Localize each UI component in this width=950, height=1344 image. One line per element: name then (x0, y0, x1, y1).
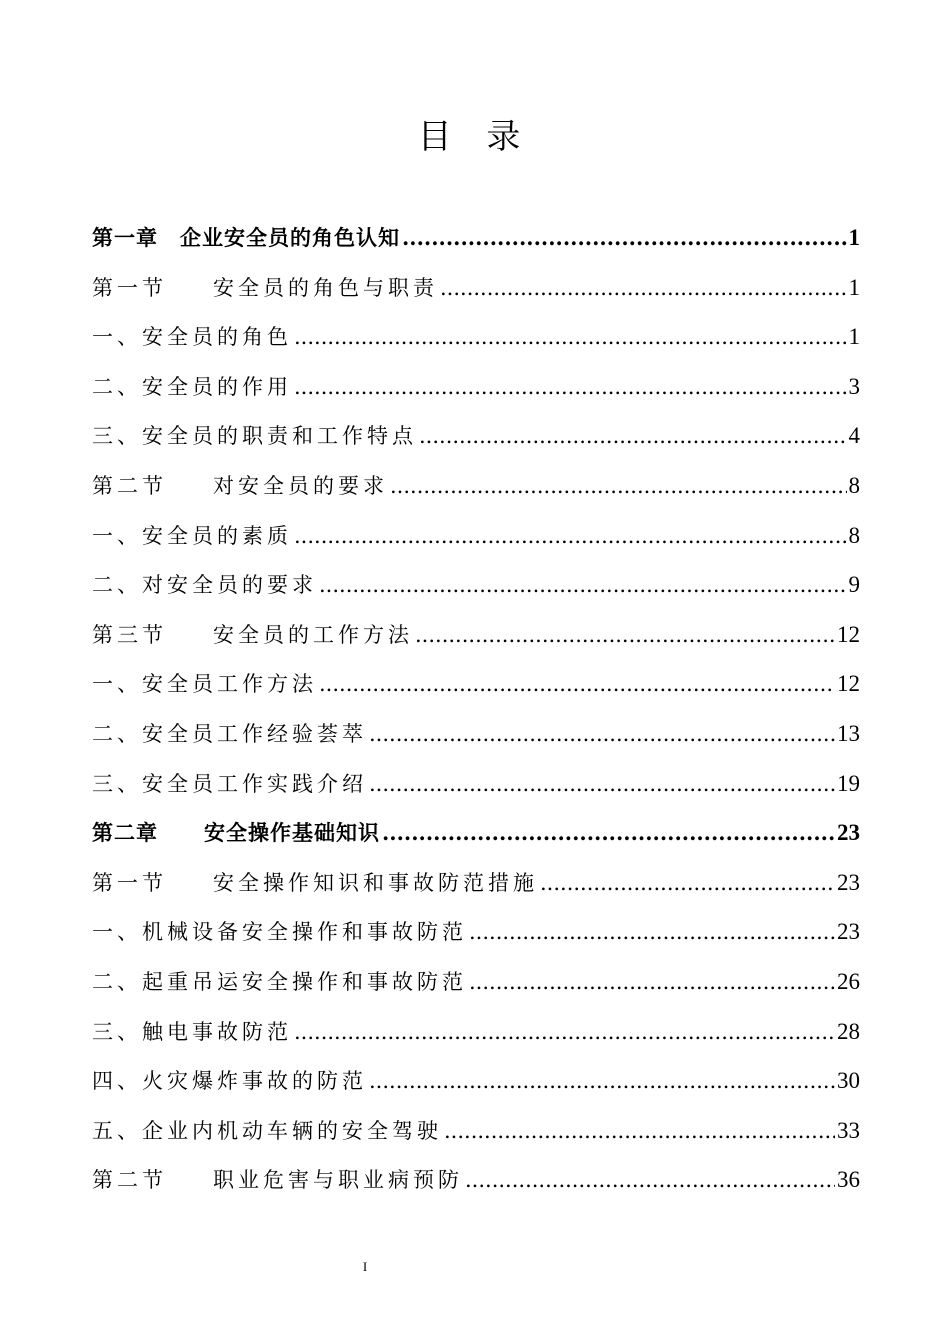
toc-entry-item[interactable] (92, 411, 860, 461)
toc-entry-title: 三、触电事故防范 (92, 1019, 292, 1044)
toc-dot-leader (294, 1008, 835, 1058)
document-title: 目 录 (417, 117, 533, 157)
toc-dot-leader (469, 958, 835, 1008)
toc-entry-section[interactable] (92, 461, 860, 511)
toc-entry-title: 二、安全员的作用 (92, 374, 292, 399)
toc-entry-title: 五、企业内机动车辆的安全驾驶 (92, 1118, 442, 1143)
toc-entry-item[interactable] (92, 957, 860, 1007)
toc-dot-leader (540, 859, 835, 909)
toc-entry-title: 对安全员的要求 (213, 473, 388, 498)
toc-dot-leader (440, 264, 847, 314)
toc-entry-page: 8 (848, 522, 860, 548)
toc-dot-leader (294, 363, 847, 413)
toc-entry-page: 33 (837, 1117, 860, 1143)
toc-dot-leader (444, 1107, 835, 1157)
toc-dot-leader (390, 462, 847, 512)
toc-entry-section[interactable] (92, 1155, 860, 1205)
toc-dot-leader (369, 710, 835, 760)
toc-entry-page: 1 (848, 324, 860, 350)
toc-entry-page: 8 (848, 472, 860, 498)
toc-dot-leader (294, 313, 847, 363)
toc-entry-item[interactable] (92, 1007, 860, 1057)
toc-entry-prefix: 第三节 (92, 622, 167, 647)
toc-entry-title: 二、对安全员的要求 (92, 573, 317, 598)
toc-entry-page: 1 (848, 225, 860, 250)
toc-entry-title: 一、安全员工作方法 (92, 672, 317, 697)
toc-entry-item[interactable] (92, 312, 860, 362)
toc-entry-prefix: 第二节 (92, 1168, 167, 1193)
toc-entry-title: 三、安全员的职责和工作特点 (92, 424, 417, 449)
toc-entry-title: 安全操作基础知识 (204, 820, 380, 846)
toc-entry-item[interactable] (92, 1106, 860, 1156)
toc-dot-leader (419, 412, 847, 462)
footer-page-number: I (362, 1259, 368, 1274)
toc-entry-title: 企业安全员的角色认知 (180, 225, 400, 250)
toc-entry-prefix: 第一章 (92, 225, 158, 250)
toc-entry-item[interactable] (92, 1056, 860, 1106)
toc-entry-prefix: 第一节 (92, 870, 167, 895)
toc-entry-item[interactable] (92, 759, 860, 809)
table-of-contents (92, 213, 860, 1205)
toc-entry-title: 二、安全员工作经验荟萃 (92, 721, 367, 746)
toc-entry-prefix: 第二章 (92, 820, 158, 846)
toc-entry-prefix: 第一节 (92, 275, 167, 300)
toc-dot-leader (469, 908, 835, 958)
toc-dot-leader (319, 561, 847, 611)
toc-entry-title: 一、安全员的角色 (92, 325, 292, 350)
toc-dot-leader (319, 660, 835, 710)
toc-entry-page: 23 (837, 820, 860, 846)
toc-entry-page: 28 (837, 1018, 860, 1044)
toc-entry-page: 1 (848, 274, 860, 300)
toc-entry-page: 26 (837, 968, 860, 994)
toc-entry-title: 一、安全员的素质 (92, 523, 292, 548)
toc-entry-item[interactable] (92, 709, 860, 759)
toc-entry-chapter-2[interactable] (92, 808, 860, 858)
toc-entry-page: 36 (837, 1167, 860, 1193)
toc-dot-leader (402, 213, 847, 263)
toc-entry-title: 职业危害与职业病预防 (213, 1168, 463, 1193)
toc-entry-title: 二、起重吊运安全操作和事故防范 (92, 969, 467, 994)
toc-entry-page: 30 (837, 1068, 860, 1094)
toc-dot-leader (465, 1156, 835, 1206)
toc-entry-item[interactable] (92, 907, 860, 957)
toc-entry-page: 3 (848, 373, 860, 399)
toc-entry-title: 一、机械设备安全操作和事故防范 (92, 920, 467, 945)
toc-entry-item[interactable] (92, 560, 860, 610)
toc-entry-item[interactable] (92, 659, 860, 709)
toc-entry-page: 19 (837, 770, 860, 796)
toc-entry-page: 4 (848, 423, 860, 449)
toc-entry-title: 四、火灾爆炸事故的防范 (92, 1069, 367, 1094)
toc-entry-title: 安全员的角色与职责 (213, 275, 438, 300)
toc-entry-chapter-1[interactable] (92, 213, 860, 263)
toc-entry-page: 12 (837, 671, 860, 697)
toc-entry-page: 23 (837, 869, 860, 895)
toc-entry-page: 12 (837, 621, 860, 647)
toc-dot-leader (415, 611, 835, 661)
toc-dot-leader (382, 808, 835, 858)
toc-entry-item[interactable] (92, 511, 860, 561)
toc-entry-item[interactable] (92, 362, 860, 412)
toc-entry-title: 三、安全员工作实践介绍 (92, 771, 367, 796)
toc-entry-page: 23 (837, 919, 860, 945)
toc-entry-prefix: 第二节 (92, 473, 167, 498)
toc-entry-section[interactable] (92, 858, 860, 908)
toc-entry-page: 9 (848, 572, 860, 598)
toc-entry-section[interactable] (92, 610, 860, 660)
toc-entry-title: 安全操作知识和事故防范措施 (213, 870, 538, 895)
toc-entry-page: 13 (837, 720, 860, 746)
toc-dot-leader (294, 512, 847, 562)
toc-entry-title: 安全员的工作方法 (213, 622, 413, 647)
toc-entry-section[interactable] (92, 263, 860, 313)
toc-dot-leader (369, 760, 835, 810)
toc-dot-leader (369, 1057, 835, 1107)
